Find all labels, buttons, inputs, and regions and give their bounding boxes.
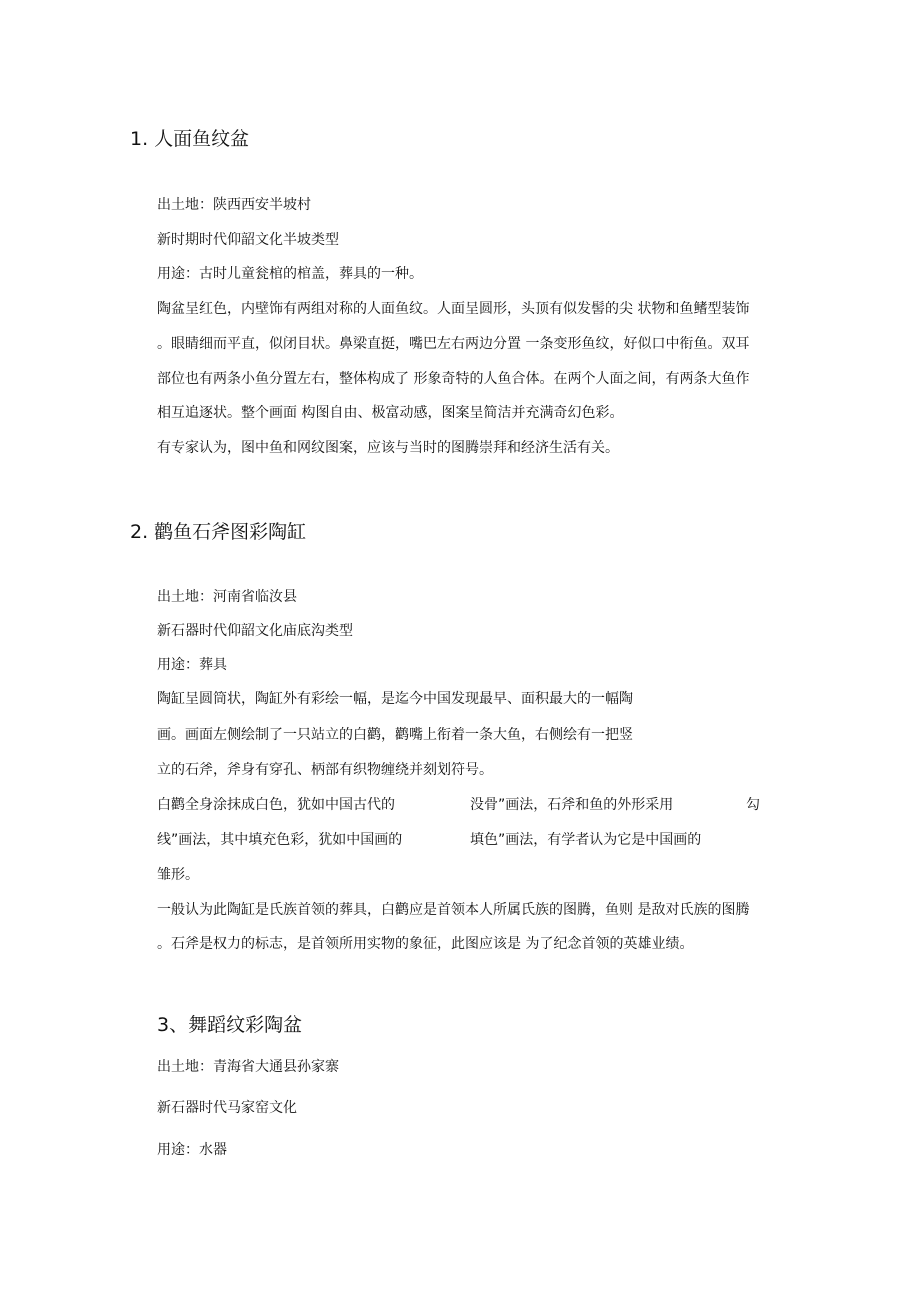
section2-style-line1b: 没骨”画法，石斧和鱼的外形采用 bbox=[470, 797, 674, 813]
section1-desc-line: 陶盆呈红色，内壁饰有两组对称的人面鱼纹。人面呈圆形，头顶有似发髻的尖 状物和鱼鳍型装饰 bbox=[157, 301, 750, 317]
section2-desc-line: 陶缸呈圆筒状，陶缸外有彩绘一幅，是迄今中国发现最早、面积最大的一幅陶 bbox=[157, 691, 633, 707]
section2-style-line1c: 勾 bbox=[746, 797, 760, 813]
section2-conclusion-line: 一般认为此陶缸是氏族首领的葬具，白鹳应是首领本人所属氏族的图腾，鱼则 是敌对氏族的图腾 bbox=[157, 902, 750, 918]
section2-style-line2a: 线”画法，其中填充色彩，犹如中国画的 bbox=[157, 832, 403, 848]
section1-origin: 出土地：陕西西安半坡村 bbox=[157, 197, 311, 213]
section2-origin: 出土地：河南省临汝县 bbox=[157, 589, 297, 605]
section2-use: 用途：葬具 bbox=[157, 657, 227, 673]
section1-desc-line: 相互追逐状。整个画面 构图自由、极富动感，图案呈简洁并充满奇幻色彩。 bbox=[157, 405, 624, 421]
section2-desc-line: 画。画面左侧绘制了一只站立的白鹳，鹳嘴上衔着一条大鱼，右侧绘有一把竖 bbox=[157, 727, 633, 743]
section1-desc-line: 。眼睛细而平直，似闭目状。鼻梁直挺，嘴巴左右两边分置 一条变形鱼纹，好似口中衔鱼。双耳 bbox=[157, 336, 750, 352]
section2-style-line3: 雏形。 bbox=[157, 867, 199, 883]
section2-heading: 2. 鹳鱼石斧图彩陶缸 bbox=[130, 521, 307, 543]
section2-conclusion-line: 。石斧是权力的标志，是首领所用实物的象征，此图应该是 为了纪念首领的英雄业绩。 bbox=[157, 936, 694, 952]
section1-use: 用途：古时儿童瓮棺的棺盖，葬具的一种。 bbox=[157, 266, 423, 282]
section1-heading: 1. 人面鱼纹盆 bbox=[130, 128, 250, 150]
section2-era: 新石器时代仰韶文化庙底沟类型 bbox=[157, 623, 353, 639]
section3-era: 新石器时代马家窑文化 bbox=[157, 1100, 297, 1116]
section1-opinion: 有专家认为，图中鱼和网纹图案，应该与当时的图腾崇拜和经济生活有关。 bbox=[157, 440, 619, 456]
section2-style-line1a: 白鹳全身涂抹成白色，犹如中国古代的 bbox=[157, 797, 395, 813]
section2-desc-line: 立的石斧，斧身有穿孔、柄部有织物缠绕并刻划符号。 bbox=[157, 762, 493, 778]
section1-era: 新时期时代仰韶文化半坡类型 bbox=[157, 232, 339, 248]
section3-heading: 3、舞蹈纹彩陶盆 bbox=[157, 1014, 303, 1036]
section3-use: 用途：水器 bbox=[157, 1142, 227, 1158]
section2-style-line2b: 填色”画法，有学者认为它是中国画的 bbox=[470, 832, 702, 848]
section3-origin: 出土地：青海省大通县孙家寨 bbox=[157, 1059, 339, 1075]
section1-desc-line: 部位也有两条小鱼分置左右，整体构成了 形象奇特的人鱼合体。在两个人面之间，有两条大鱼作 bbox=[157, 371, 750, 387]
